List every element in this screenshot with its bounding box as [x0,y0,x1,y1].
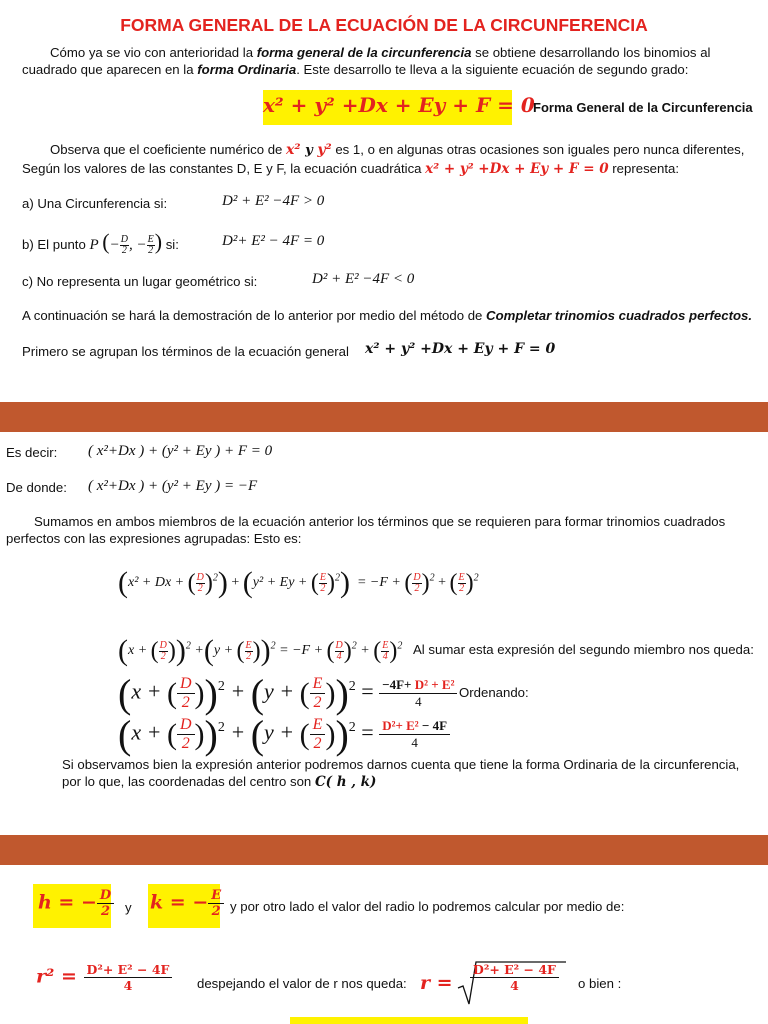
sum-text: Sumamos en ambos miembros de la ecuación anterior los términos que se requieren para formar trinomios cuadrados [34,514,726,529]
x-squared: x² [286,142,301,158]
sum-text: perfectos con las expresiones agrupadas: Esto es: [6,531,302,546]
observe-text: representa: [608,161,679,176]
r-num-red: − 4F [519,962,556,977]
case-c-label: c) No representa un lugar geométrico si: [22,274,258,289]
frac-2: 2 [313,735,322,752]
frac-d: D [413,571,421,583]
section-divider-band [0,402,768,432]
center-coordinates: C( h , k) [314,774,377,790]
r-num-red: − 4F [132,962,170,977]
frac-d: D [159,639,167,651]
k-equation [150,888,224,919]
eq-rhs: = −F + [356,575,405,591]
r-den: 4 [510,978,519,993]
al-sumar-text: Al sumar esta expresión del segundo miembro nos queda: [413,642,754,657]
quadratic-equation: x² + y² +Dx + Ey + F = 0 [425,161,609,177]
r-equation: r = [420,972,453,994]
square: 2 [185,640,191,652]
h-eq: h = − [38,891,97,914]
observe-text: Según los valores de las constantes D, E y F, la ecuación cuadrática [22,161,426,176]
r-num-red: D²+ E² [86,962,133,977]
frac-e: E [458,571,465,583]
frac-2: 2 [211,904,221,919]
square: 2 [212,572,218,584]
eq-term: x² + Dx + [128,575,188,591]
page-title: FORMA GENERAL DE LA ECUACIÓN DE LA CIRCUNFERENCIA [120,15,648,35]
square: 2 [348,720,356,736]
rhs-num-red: D² + E² [414,677,455,692]
frac-d: D [97,888,114,904]
frac-2: 2 [459,582,465,594]
frac-4: 4 [382,650,388,662]
square: 2 [397,640,403,652]
frac-e: E [382,639,389,651]
case-a-equation: D² + E² −4F > 0 [222,193,325,209]
case-b-label: b) El punto P (− $\frac{D}{2}$ , − $\frac{E}{2}$ ) si: [22,229,179,257]
square: 2 [217,679,225,695]
section-divider-band [0,835,768,865]
frac-den: 2 [121,245,127,257]
de-donde-label: De donde: [6,480,67,495]
case-b-text: b) El punto [22,237,90,252]
group-equation: x² + y² +Dx + Ey + F = 0 [365,341,556,357]
intro-text: cuadrado que aparecen en la [22,62,198,77]
h-equation [38,888,114,919]
frac-2: 2 [181,735,190,752]
case-b-text: si: [162,237,179,252]
sum-paragraph [6,513,764,547]
frac-d: D [177,675,195,694]
eq-term: y² + Ey + [252,575,311,591]
r-squared: r² = [36,965,77,988]
intro-text: . Este desarrollo te lleva a la siguiente ecuación de segundo grado: [296,62,689,77]
general-equation-label: Forma General de la Circunferencia [533,100,753,115]
rhs-den: 4 [411,735,418,750]
demo-text: A continuación se hará la demostración de lo anterior por medio del método de [22,308,487,323]
observe-paragraph [22,141,762,178]
observation-text: por lo que, las coordenadas del centro son [62,774,315,789]
frac-d: D [196,571,204,583]
frac-4: 4 [336,650,342,662]
bottom-highlight-box [290,1017,528,1024]
despejando-text: despejando el valor de r nos queda: [197,976,407,991]
observation-text: Si observamos bien la expresión anterior podremos darnos cuenta que tiene la forma Ordinaria de la circunferencia, [62,757,740,772]
square: 2 [348,679,356,695]
frac-e: E [310,716,326,735]
r-num-red: D²+ E² [473,962,520,977]
square: 2 [473,572,479,584]
completion-equation: (x² + Dx + ( $\frac{D}{2}$ )$^2$) + (y² + Ey + ( $\frac{E}{2}$ )$^2$) = −F + ( $\frac{D}{2}$ )$^2$ + ( $\frac{E}{2}$ )$^2$ [118,566,479,599]
intro-paragraph [22,44,752,78]
radio-text: y por otro lado el valor del radio lo podremos calcular por medio de: [230,899,625,914]
square: 2 [351,640,357,652]
frac-2: 2 [160,650,166,662]
case-b-equation: D²+ E² − 4F = 0 [222,233,325,249]
rhs-num: − 4F [418,718,448,733]
square: 2 [270,640,276,652]
r-sqrt-fraction [470,962,559,993]
frac-2: 2 [313,694,322,711]
es-decir-label: Es decir: [6,445,58,460]
k-eq: k = − [150,891,209,914]
frac-e: E [319,571,326,583]
frac-2: 2 [101,904,111,919]
y-squared: y² [317,142,332,158]
frac-den: 2 [148,245,154,257]
frac-e: E [310,675,326,694]
observation-paragraph [62,756,762,791]
point-p: P [89,237,99,253]
intro-text: se obtiene desarrollando los binomios al [471,45,711,60]
big-equation-2: (x + ( $\frac{D}{2}$ ))$^2$ + (y + ( $\frac{E}{2}$ ))$^2$ = $\frac{\text{D²+ E² − 4F}}{4}$ [118,711,450,758]
frac-2: 2 [414,582,420,594]
rhs-num-red: D²+ E² [382,718,419,733]
frac-e: E [208,888,224,904]
binomial-equation: (x + ( $\frac{D}{2}$ ))$^2$ +(y + ( $\frac{E}{2}$ ))$^2$ = −F + ( $\frac{D}{4}$ )$^2$ + ( $\frac{E}{4}$ )$^2$ [118,634,403,667]
square: 2 [217,720,225,736]
intro-emphasis: forma Ordinaria [197,62,297,77]
r-den: 4 [123,978,133,993]
frac-e: E [245,639,252,651]
observe-text: es 1, o en algunas otras ocasiones son iguales pero nunca diferentes, [331,142,745,157]
intro-emphasis: forma general de la circunferencia [256,45,472,60]
intro-text: Cómo ya se vio con anterioridad la [50,45,257,60]
ordenando-label: Ordenando: [459,685,529,700]
plus: + [231,575,240,591]
square: 2 [334,572,340,584]
case-c-equation: D² + E² −4F < 0 [312,271,415,287]
de-donde-equation: ( x²+Dx ) + (y² + Ey ) = −F [88,478,258,494]
frac-num-d: D [120,234,128,246]
general-equation: x² + y² +Dx + Ey + F = 0 [263,93,535,117]
es-decir-equation: ( x²+Dx ) + (y² + Ey ) + F = 0 [88,443,273,459]
big-equation-1: (x + ( $\frac{D}{2}$ ))$^2$ + (y + ( $\frac{E}{2}$ ))$^2$ = $\frac{\text{−4F+ D² + E²}}{4}$ [118,670,457,717]
frac-d: D [177,716,195,735]
square: 2 [429,572,435,584]
plus: + [438,575,447,591]
frac-2: 2 [181,694,190,711]
observe-text: Observa que el coeficiente numérico de [50,142,287,157]
and-word: y [300,143,318,158]
frac-2: 2 [197,582,203,594]
y-word: y [125,900,132,915]
demo-emphasis: Completar trinomios cuadrados perfectos. [486,308,753,323]
r-squared-equation [36,962,172,993]
group-text: Primero se agrupan los términos de la ecuación general [22,344,349,359]
o-bien-text: o bien : [578,976,622,991]
case-a-label: a) Una Circunferencia si: [22,196,168,211]
frac-2: 2 [246,650,252,662]
demo-paragraph [22,307,752,324]
frac-num-e: E [147,234,154,246]
rhs-num: −4F+ [382,677,415,692]
frac-2: 2 [320,582,326,594]
frac-d: D [335,639,343,651]
rhs-den: 4 [415,694,422,709]
